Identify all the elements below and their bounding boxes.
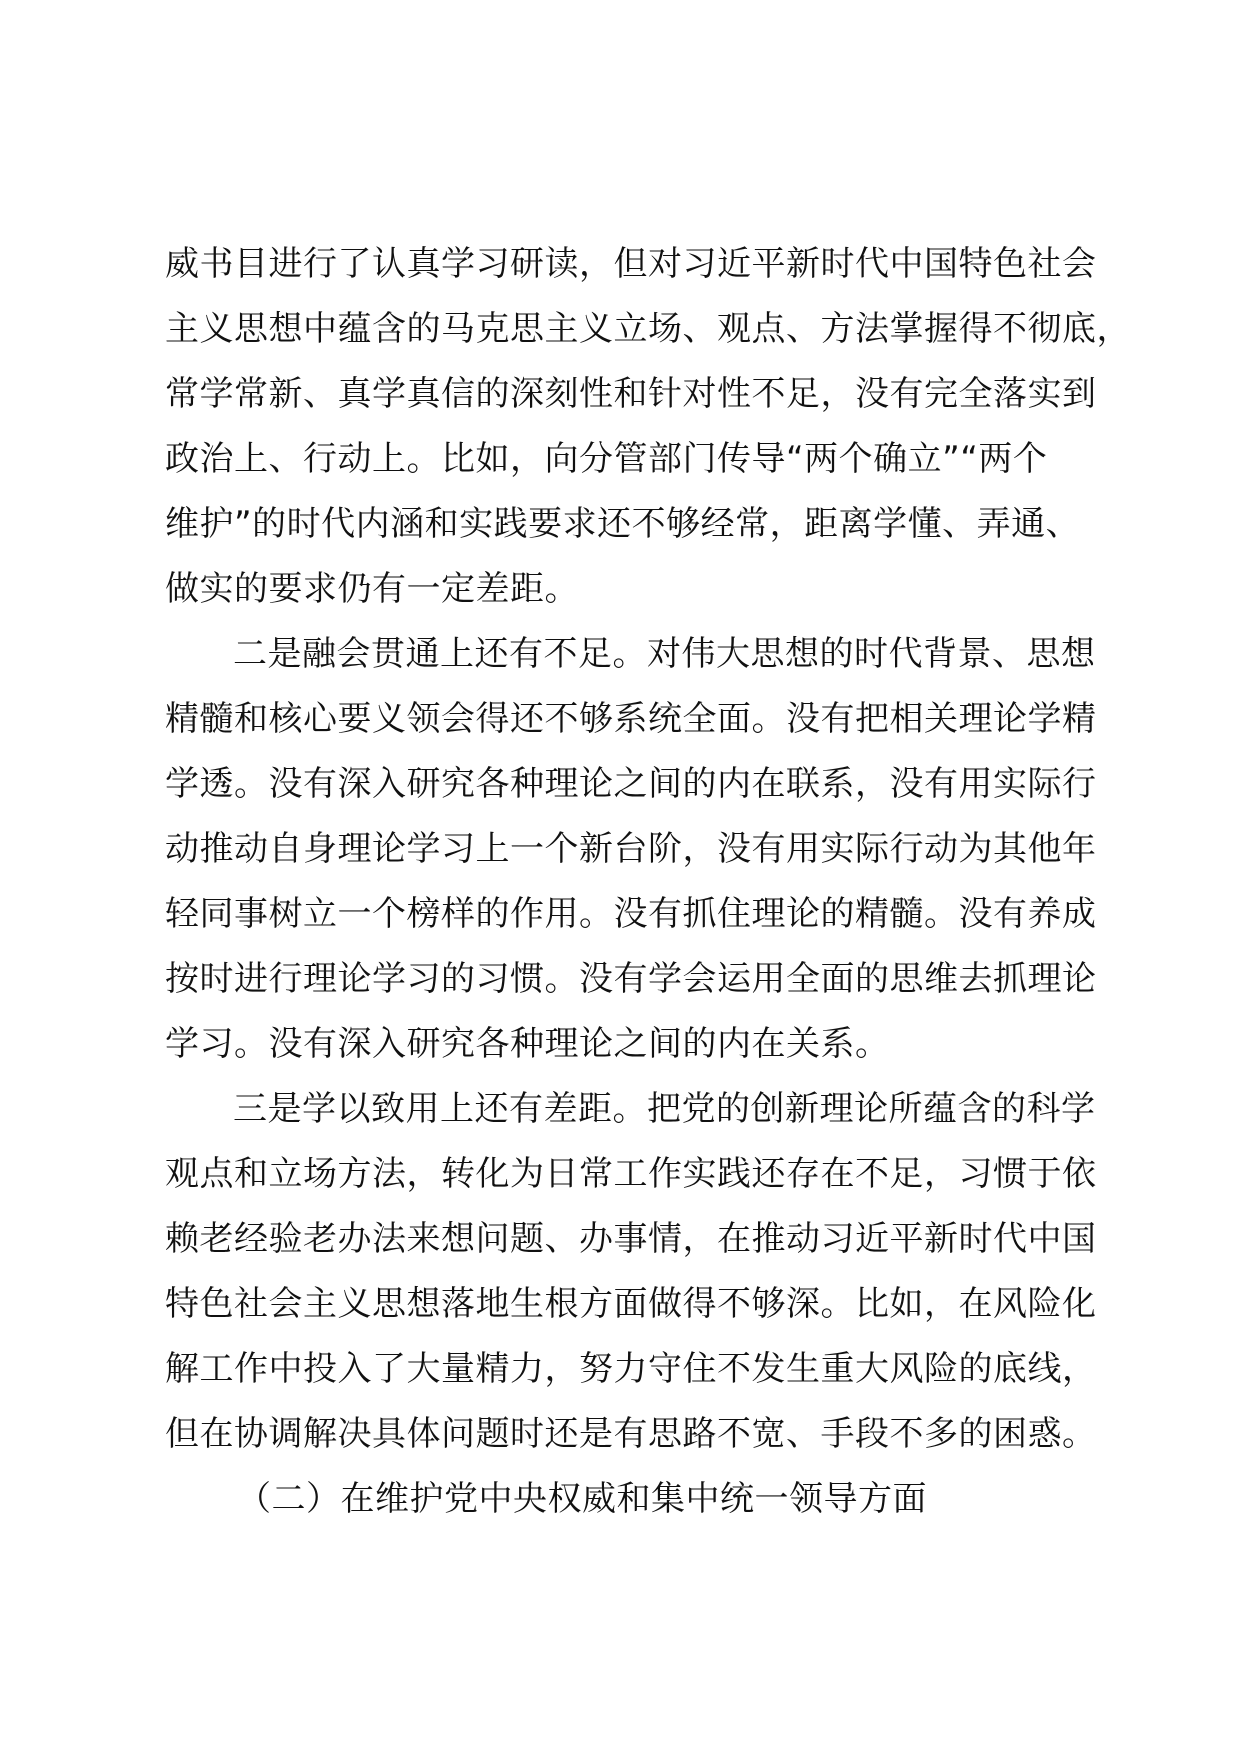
text-line: 二是融会贯通上还有不足。对伟大思想的时代背景、思想 [233,634,1096,674]
text-line: 常学常新、真学真信的深刻性和针对性不足，没有完全落实到 [165,374,1097,414]
text-line: 解工作中投入了大量精力，努力守住不发生重大风险的底线， [165,1349,1097,1389]
paragraph-two [165,622,1095,1077]
text-line: 做实的要求仍有一定差距。 [165,569,579,609]
text-line: 三是学以致用上还有差距。把党的创新理论所蕴含的科学 [233,1089,1096,1129]
paragraph-continued [165,232,1131,622]
paragraph-three [165,1077,1095,1467]
text-line: 观点和立场方法，转化为日常工作实践还存在不足，习惯于依 [165,1154,1097,1194]
text-line: 但在协调解决具体问题时还是有思路不宽、手段不多的困惑。 [165,1414,1097,1454]
text-line: 主义思想中蕴含的马克思主义立场、观点、方法掌握得不彻底， [165,309,1131,349]
text-line: 按时进行理论学习的习惯。没有学会运用全面的思维去抓理论 [165,959,1097,999]
text-line: 赖老经验老办法来想问题、办事情，在推动习近平新时代中国 [165,1219,1097,1259]
text-line: 学习。没有深入研究各种理论之间的内在关系。 [165,1024,890,1064]
text-line: 动推动自身理论学习上一个新台阶，没有用实际行动为其他年 [165,829,1097,869]
text-line: 学透。没有深入研究各种理论之间的内在联系，没有用实际行 [165,764,1097,804]
text-line: 轻同事树立一个榜样的作用。没有抓住理论的精髓。没有养成 [165,894,1097,934]
text-line: 维护”的时代内涵和实践要求还不够经常，距离学懂、弄通、 [165,504,1081,544]
text-line: 威书目进行了认真学习研读，但对习近平新时代中国特色社会 [165,244,1097,284]
section-heading: （二）在维护党中央权威和集中统一领导方面 [237,1479,927,1519]
text-line: 特色社会主义思想落地生根方面做得不够深。比如，在风险化 [165,1284,1097,1324]
document-body [165,232,1131,1532]
text-line: 政治上、行动上。比如，向分管部门传导“两个确立”“两个 [165,439,1048,479]
text-line: 精髓和核心要义领会得还不够系统全面。没有把相关理论学精 [165,699,1097,739]
